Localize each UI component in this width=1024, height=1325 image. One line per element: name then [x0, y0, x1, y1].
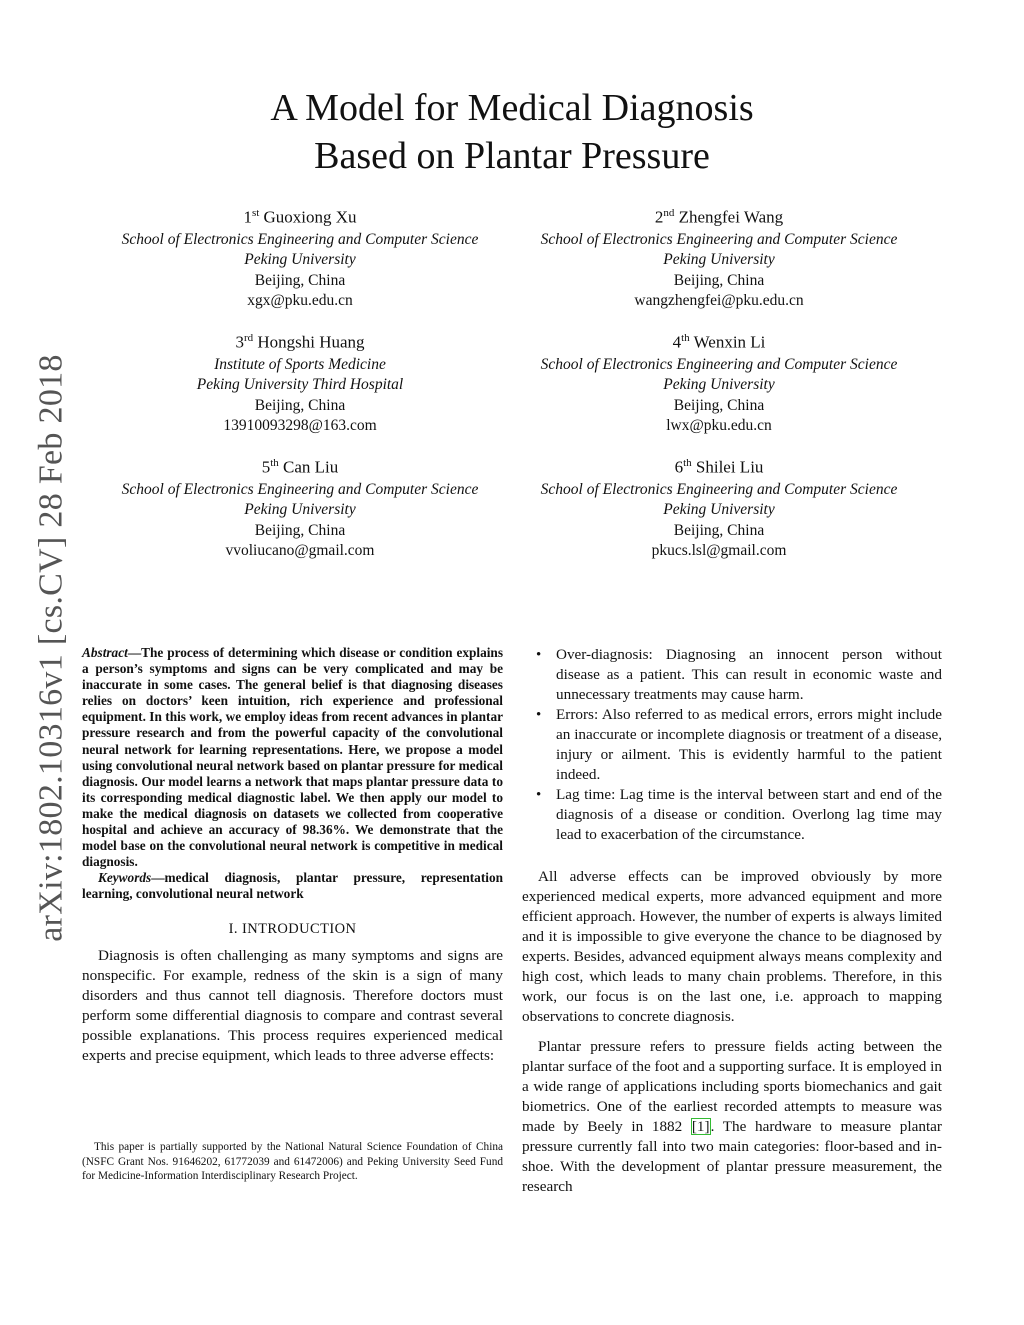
- author-affiliation: School of Electronics Engineering and Computer Science: [540, 480, 898, 498]
- bullet-icon: •: [536, 707, 542, 723]
- title-line-1: A Model for Medical Diagnosis: [270, 87, 754, 129]
- list-item: • Over-diagnosis: Diagnosing an innocent person without disease as a patient. This can result in economic waste and unnecessary treatments may cause harm.: [536, 646, 942, 703]
- author-block-3: [90, 326, 510, 437]
- author-block-4: [509, 326, 929, 437]
- list-item: • Lag time: Lag time is the interval between start and end of the diagnosis of a disease or condition. Overlong lag time may lead to exacerbation of the circumstance.: [536, 786, 942, 843]
- right-column: [522, 645, 942, 1207]
- author-affiliation: School of Electronics Engineering and Computer Science: [121, 230, 479, 248]
- bullet-icon: •: [536, 787, 542, 803]
- author-location: Beijing, China: [673, 271, 765, 289]
- author-block-1: [90, 201, 510, 312]
- author-email: 13910093298@163.com: [223, 417, 377, 435]
- author-block-5: [90, 451, 510, 562]
- author-university: Peking University: [663, 251, 775, 269]
- author-name: 6th Shilei Liu: [674, 457, 764, 477]
- adverse-effects-list: [522, 645, 942, 845]
- author-name: 2nd Zhengfei Wang: [654, 207, 784, 227]
- author-email: vvoliucano@gmail.com: [225, 542, 375, 560]
- author-email: pkucs.lsl@gmail.com: [651, 542, 787, 560]
- author-location: Beijing, China: [673, 396, 765, 414]
- author-university: Peking University: [244, 251, 356, 269]
- citation-link[interactable]: [1]: [691, 1118, 710, 1135]
- author-university: Peking University: [663, 501, 775, 519]
- author-affiliation: School of Electronics Engineering and Computer Science: [540, 355, 898, 373]
- arxiv-id: arXiv:1802.10316v1 [cs.CV] 28 Feb 2018: [33, 353, 70, 942]
- author-location: Beijing, China: [673, 521, 765, 539]
- footnote-funding: This paper is partially supported by the National Natural Science Foundation of China (NSFC Grant Nos. 91646202, 61772039 and 61472006) and Peking University Seed Fund for Medicine-Information Interdisciplinary Research Project.: [82, 1141, 503, 1183]
- author-email: lwx@pku.edu.cn: [666, 417, 772, 435]
- keywords-text: —medical diagnosis, plantar pressure, representation learning, convolutional neural network: [82, 870, 503, 902]
- author-university: Peking University: [663, 376, 775, 394]
- author-name: 4th Wenxin Li: [672, 332, 766, 352]
- author-block-2: [509, 201, 929, 312]
- author-location: Beijing, China: [254, 271, 346, 289]
- keywords: [82, 870, 503, 902]
- author-name: 3rd Hongshi Huang: [235, 332, 365, 352]
- title-line-2: Based on Plantar Pressure: [314, 135, 710, 177]
- author-affiliation: School of Electronics Engineering and Computer Science: [121, 480, 479, 498]
- arxiv-stamp: [28, 350, 76, 945]
- paper-title: [0, 84, 1024, 180]
- author-email: wangzhengfei@pku.edu.cn: [634, 292, 804, 310]
- section-heading-introduction: I. INTRODUCTION: [228, 920, 357, 937]
- author-name: 1st Guoxiong Xu: [243, 207, 357, 227]
- left-column: [82, 645, 503, 1066]
- list-item: • Errors: Also referred to as medical errors, errors might include an inaccurate or incomplete diagnosis or treatment of a disease, injury or ailment. This is evidently harmful to the patient indeed.: [536, 706, 942, 783]
- abstract-text: —The process of determining which disease or condition explains a person’s symptoms and signs can be very complicated and may be inaccurate in some cases. The general belief is that diagnosing diseases relies on doctors’ keen intuition, rich experience and professional equipment. In this work, we employ ideas from recent advances in plantar pressure research and from the powerful capacity of the convolutional neural network for learning representations. Here, we propose a model using convolutional neural network based on plantar pressure for medical diagnosis. Our model learns a network that maps plantar pressure data to its corresponding medical diagnostic label. We then apply our model to make the medical diagnosis on datasets we collected from cooperative hospital and achieve an accuracy of 98.36%. We demonstrate that the model base on the convolutional neural network is competitive in medical diagnosis.: [82, 645, 503, 870]
- author-block-6: [509, 451, 929, 562]
- abstract-label: Abstract: [82, 645, 128, 660]
- author-affiliation: Institute of Sports Medicine: [214, 355, 386, 373]
- author-university: Peking University Third Hospital: [196, 376, 404, 394]
- keywords-label: Keywords: [98, 870, 152, 886]
- body-paragraph: All adverse effects can be improved obviously by more experienced medical experts, more advanced equipment and more efficient approach. However, the number of experts is always limited and it is impossible to give everyone the chance to be diagnosed by experts. Besides, advanced equipment always means complexity and high cost, which leads to many chain problems. Therefore, in this work, our focus is on the last one, i.e. approach to mapping observations to concrete diagnosis.: [522, 868, 942, 1025]
- author-affiliation: School of Electronics Engineering and Computer Science: [540, 230, 898, 248]
- intro-paragraph: Diagnosis is often challenging as many symptoms and signs are nonspecific. For example, redness of the skin is a sign of many disorders and thus cannot tell diagnosis. Therefore doctors must perform some differential diagnosis to compare and contrast several possible explanations. This process requires experienced medical experts and precise equipment, which leads to three adverse effects:: [82, 946, 503, 1064]
- author-location: Beijing, China: [254, 396, 346, 414]
- author-university: Peking University: [244, 501, 356, 519]
- abstract: [82, 645, 503, 870]
- author-location: Beijing, China: [254, 521, 346, 539]
- author-name: 5th Can Liu: [261, 457, 339, 477]
- author-email: xgx@pku.edu.cn: [247, 292, 353, 310]
- bullet-icon: •: [536, 647, 542, 663]
- body-paragraph: Plantar pressure refers to pressure fields acting between the plantar surface of the foot and a supporting surface. It is employed in a wide range of applications including sports biomechanics and gait biometrics. One of the earliest recorded attempts to measure was made by Beely in 1882 [1]. The hardware to measure plantar pressure currently fall into two main categories: floor-based and in-shoe. With the development of plantar pressure measurement, the research: [522, 1038, 942, 1195]
